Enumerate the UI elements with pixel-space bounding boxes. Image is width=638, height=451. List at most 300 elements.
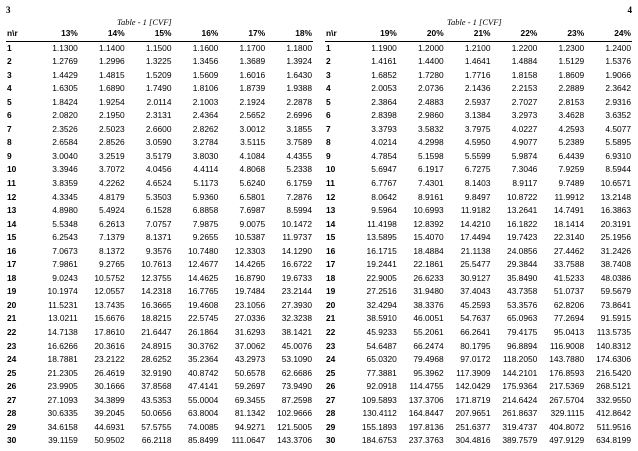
factor-cell: 10.7613 [141, 259, 172, 270]
factor-cell: 4.8179 [99, 191, 125, 202]
factor-cell: 85.8499 [188, 435, 219, 446]
factor-cell: 38.7408 [600, 259, 631, 270]
factor-cell: 7.9861 [52, 259, 78, 270]
factor-cell: 30.1666 [94, 381, 125, 392]
factor-cell: 3.5832 [418, 123, 444, 134]
factor-cell: 24.0856 [507, 245, 538, 256]
factor-cell: 16.3863 [600, 205, 631, 216]
factor-cell: 25.1956 [600, 232, 631, 243]
table-row [6, 136, 313, 150]
factor-cell: 7.0673 [52, 245, 78, 256]
factor-cell: 4.4114 [193, 164, 219, 175]
factor-cell: 207.9651 [455, 408, 491, 419]
factor-cell: 16.3665 [141, 299, 172, 310]
factor-cell: 2.1924 [239, 96, 266, 107]
factor-cell: 50.9502 [94, 435, 125, 446]
factor-cell: 73.9490 [281, 381, 312, 392]
factor-cell: 12.3303 [234, 245, 266, 256]
factor-cell: 40.8742 [188, 367, 219, 378]
table-row [325, 123, 632, 137]
table-row [325, 191, 632, 205]
factor-cell: 8.9117 [512, 178, 538, 189]
factor-cell: 92.0918 [366, 381, 397, 392]
table-row [6, 258, 313, 272]
factor-cell: 497.9129 [549, 435, 585, 446]
factor-cell: 37.8568 [141, 381, 172, 392]
period-cell: 20 [326, 299, 336, 310]
factor-cell: 1.2100 [464, 42, 491, 53]
factor-cell: 31.6293 [234, 327, 266, 338]
factor-cell: 18.4884 [413, 245, 444, 256]
period-cell: 25 [7, 367, 17, 378]
period-cell: 5 [7, 96, 12, 107]
factor-cell: 2.5937 [464, 96, 491, 107]
table-row [325, 231, 632, 245]
factor-cell: 4.2998 [418, 137, 444, 148]
factor-cell: 1.3924 [286, 56, 312, 67]
factor-cell: 113.5735 [596, 327, 631, 338]
table-row [325, 136, 632, 150]
factor-cell: 143.3706 [277, 435, 312, 446]
factor-cell: 6.1759 [286, 178, 312, 189]
factor-cell: 5.9360 [192, 191, 219, 202]
period-cell: 21 [326, 313, 336, 324]
factor-cell: 7.9259 [558, 164, 585, 175]
period-cell: 18 [326, 272, 336, 283]
period-cell: 24 [326, 354, 336, 365]
period-cell: 6 [7, 110, 12, 121]
table-row [6, 231, 313, 245]
factor-cell: 1.2400 [605, 42, 631, 53]
factor-cell: 1.1900 [371, 42, 397, 53]
factor-cell: 33.7588 [553, 259, 585, 270]
factor-cell: 1.2996 [99, 56, 125, 67]
factor-cell: 1.4400 [418, 56, 444, 67]
factor-cell: 1.8106 [192, 83, 219, 94]
table-row [6, 367, 313, 381]
factor-cell: 2.1003 [192, 96, 219, 107]
period-cell: 7 [326, 123, 331, 134]
period-cell: 3 [326, 69, 331, 80]
factor-cell: 27.4462 [553, 245, 585, 256]
factor-cell: 1.4641 [464, 56, 491, 67]
factor-cell: 2.9860 [418, 110, 444, 121]
factor-cell: 4.1084 [239, 150, 266, 161]
factor-cell: 1.1700 [239, 42, 266, 53]
factor-cell: 404.8072 [549, 421, 585, 432]
table-row [325, 394, 632, 408]
period-cell: 1 [7, 42, 12, 53]
factor-cell: 23.2122 [94, 354, 125, 365]
factor-cell: 511.9516 [596, 421, 631, 432]
factor-cell: 30.6335 [47, 408, 78, 419]
factor-cell: 38.3376 [413, 299, 444, 310]
factor-cell: 37.4043 [460, 286, 491, 297]
factor-cell: 2.3864 [371, 96, 397, 107]
factor-cell: 6.7275 [464, 164, 491, 175]
factor-cell: 2.2878 [286, 96, 312, 107]
factor-cell: 65.0963 [507, 313, 538, 324]
factor-cell: 13.5895 [366, 232, 397, 243]
factor-cell: 4.7854 [371, 150, 397, 161]
factor-cell: 1.8609 [558, 69, 585, 80]
factor-cell: 18.8215 [141, 313, 172, 324]
factor-cell: 144.2101 [502, 367, 538, 378]
factor-cell: 9.2765 [99, 259, 125, 270]
table-row [325, 285, 632, 299]
table-row [6, 41, 313, 55]
factor-cell: 175.9364 [502, 381, 538, 392]
table-row [325, 367, 632, 381]
factor-cell: 7.2876 [286, 191, 312, 202]
period-cell: 12 [7, 191, 17, 202]
factor-cell: 14.4625 [188, 272, 219, 283]
factor-cell: 7.4301 [418, 178, 444, 189]
factor-cell: 79.4175 [507, 327, 538, 338]
factor-cell: 31.2426 [600, 245, 631, 256]
factor-cell: 38.5910 [366, 313, 397, 324]
factor-cell: 332.9550 [596, 394, 631, 405]
table-row [6, 353, 313, 367]
factor-cell: 3.2519 [99, 150, 125, 161]
table-row [6, 150, 313, 164]
factor-cell: 14.2318 [141, 286, 172, 297]
factor-cell: 2.3642 [605, 83, 631, 94]
factor-cell: 142.0429 [455, 381, 491, 392]
factor-cell: 1.5209 [145, 69, 172, 80]
factor-cell: 80.1795 [460, 340, 491, 351]
corner-header: n\r [6, 27, 32, 41]
rate-header: 24% [585, 27, 632, 41]
factor-cell: 3.3793 [371, 123, 397, 134]
factor-cell: 1.1800 [286, 42, 312, 53]
table-row [325, 96, 632, 110]
factor-cell: 11.5231 [48, 299, 78, 310]
factor-cell: 34.3899 [94, 394, 125, 405]
factor-cell: 4.9077 [511, 137, 538, 148]
factor-cell: 5.5599 [464, 150, 491, 161]
factor-cell: 2.3526 [52, 123, 78, 134]
factor-cell: 16.7765 [188, 286, 219, 297]
factor-cell: 155.1893 [361, 421, 397, 432]
period-cell: 22 [7, 327, 17, 338]
right-table-body [325, 41, 632, 448]
table-row [6, 380, 313, 394]
factor-cell: 10.1472 [281, 218, 312, 229]
factor-cell: 164.8447 [408, 408, 444, 419]
factor-cell: 14.1290 [281, 245, 312, 256]
period-cell: 26 [326, 381, 336, 392]
rate-header: 21% [445, 27, 492, 41]
factor-cell: 91.5915 [600, 313, 631, 324]
factor-cell: 44.6931 [94, 421, 125, 432]
table-row [325, 82, 632, 96]
factor-cell: 17.4494 [460, 232, 491, 243]
factor-cell: 1.7280 [418, 69, 444, 80]
factor-cell: 130.4112 [362, 408, 397, 419]
factor-cell: 3.1384 [464, 110, 491, 121]
factor-cell: 27.2516 [366, 286, 397, 297]
factor-cell: 2.5652 [239, 110, 266, 121]
factor-cell: 19.7423 [507, 232, 538, 243]
period-cell: 19 [326, 286, 336, 297]
factor-cell: 51.0737 [553, 286, 585, 297]
factor-cell: 35.2364 [188, 354, 219, 365]
factor-cell: 174.6306 [596, 354, 631, 365]
period-cell: 15 [7, 232, 17, 243]
factor-cell: 9.0075 [239, 218, 266, 229]
factor-cell: 4.8980 [52, 205, 78, 216]
factor-cell: 9.5964 [371, 205, 397, 216]
table-row [6, 82, 313, 96]
factor-cell: 12.4677 [188, 259, 219, 270]
factor-cell: 19.2441 [366, 259, 397, 270]
factor-cell: 45.9233 [366, 327, 397, 338]
period-cell: 14 [326, 218, 336, 229]
table-row [6, 96, 313, 110]
factor-cell: 22.9005 [366, 272, 397, 283]
factor-cell: 2.9316 [605, 96, 631, 107]
factor-cell: 2.4364 [192, 110, 219, 121]
factor-cell: 5.1173 [193, 178, 219, 189]
table-row [325, 380, 632, 394]
factor-cell: 27.3930 [281, 299, 312, 310]
period-cell: 27 [326, 394, 336, 405]
factor-cell: 43.2973 [234, 354, 266, 365]
table-row [325, 204, 632, 218]
factor-cell: 116.9008 [549, 340, 585, 351]
factor-cell: 6.1528 [145, 205, 172, 216]
period-cell: 29 [7, 421, 17, 432]
table-row [325, 326, 632, 340]
factor-cell: 50.6578 [234, 367, 266, 378]
factor-cell: 3.7072 [99, 164, 125, 175]
factor-cell: 1.9388 [286, 83, 312, 94]
factor-cell: 4.6524 [145, 178, 172, 189]
table-row [325, 218, 632, 232]
factor-cell: 1.1300 [52, 42, 78, 53]
factor-cell: 20.3616 [94, 340, 125, 351]
factor-cell: 114.4755 [409, 381, 444, 392]
factor-cell: 1.5609 [192, 69, 219, 80]
table-row [6, 272, 313, 286]
factor-cell: 15.6676 [94, 313, 125, 324]
period-cell: 15 [326, 232, 336, 243]
factor-cell: 5.1598 [418, 150, 444, 161]
factor-cell: 4.0227 [511, 123, 538, 134]
factor-cell: 2.4883 [418, 96, 444, 107]
factor-cell: 66.2474 [413, 340, 444, 351]
factor-cell: 1.1600 [192, 42, 219, 53]
factor-cell: 26.4619 [94, 367, 125, 378]
factor-cell: 137.3706 [408, 394, 444, 405]
period-cell: 14 [7, 218, 17, 229]
factor-cell: 9.0243 [52, 272, 78, 283]
rate-header: 19% [351, 27, 398, 41]
table-row [325, 163, 632, 177]
factor-cell: 20.3191 [600, 218, 631, 229]
period-cell: 8 [7, 137, 12, 148]
table-row [6, 204, 313, 218]
factor-cell: 8.5944 [605, 164, 631, 175]
factor-cell: 3.5179 [145, 150, 172, 161]
factor-cell: 14.4265 [234, 259, 266, 270]
factor-cell: 5.5348 [52, 218, 78, 229]
factor-cell: 32.9190 [141, 367, 172, 378]
factor-cell: 5.4924 [99, 205, 125, 216]
factor-cell: 5.2389 [558, 137, 585, 148]
factor-cell: 79.4968 [413, 354, 444, 365]
period-cell: 8 [326, 137, 331, 148]
table-row [6, 407, 313, 421]
factor-cell: 32.4294 [366, 299, 397, 310]
factor-cell: 7.3046 [511, 164, 538, 175]
factor-cell: 74.0085 [188, 421, 219, 432]
table-row [325, 272, 632, 286]
factor-cell: 18.7881 [47, 354, 78, 365]
page-number-left: 3 [6, 5, 11, 15]
factor-cell: 14.4210 [460, 218, 491, 229]
factor-cell: 1.2300 [558, 42, 585, 53]
table-row [6, 69, 313, 83]
factor-cell: 3.8030 [192, 150, 219, 161]
factor-cell: 6.1917 [418, 164, 444, 175]
table-row [325, 177, 632, 191]
factor-cell: 4.0214 [371, 137, 397, 148]
factor-cell: 22.1861 [413, 259, 444, 270]
factor-cell: 43.5353 [141, 394, 172, 405]
factor-cell: 2.0736 [418, 83, 444, 94]
factor-cell: 261.8637 [502, 408, 538, 419]
factor-cell: 65.0320 [366, 354, 397, 365]
factor-cell: 23.1056 [234, 299, 266, 310]
factor-cell: 5.9874 [511, 150, 538, 161]
factor-cell: 62.6686 [281, 367, 312, 378]
factor-cell: 176.8593 [549, 367, 585, 378]
left-table-panel [6, 27, 313, 448]
factor-cell: 96.8894 [507, 340, 538, 351]
left-table-title: Table - 1 [CVF] [117, 17, 172, 27]
period-cell: 19 [7, 286, 17, 297]
period-cell: 22 [326, 327, 336, 338]
rate-header: 16% [172, 27, 219, 41]
factor-cell: 66.2641 [460, 327, 491, 338]
factor-cell: 1.4815 [99, 69, 125, 80]
factor-cell: 4.2262 [99, 178, 125, 189]
factor-cell: 1.4884 [511, 56, 538, 67]
factor-cell: 3.2973 [511, 110, 538, 121]
rate-header: 22% [491, 27, 538, 41]
table-row [325, 312, 632, 326]
factor-cell: 2.7027 [511, 96, 538, 107]
factor-cell: 118.2050 [503, 354, 538, 365]
factor-cell: 3.7589 [286, 137, 312, 148]
period-cell: 29 [326, 421, 336, 432]
factor-cell: 6.5801 [239, 191, 266, 202]
table-row [325, 109, 632, 123]
factor-cell: 45.0076 [281, 340, 312, 351]
factor-cell: 3.4628 [558, 110, 585, 121]
factor-cell: 117.3909 [456, 367, 491, 378]
factor-cell: 2.0114 [146, 96, 172, 107]
factor-cell: 73.8641 [600, 299, 631, 310]
factor-cell: 87.2598 [281, 394, 312, 405]
rate-header: 14% [79, 27, 126, 41]
factor-cell: 39.1159 [48, 435, 78, 446]
page-number-right: 4 [627, 5, 632, 15]
table-row [325, 353, 632, 367]
factor-cell: 1.6890 [99, 83, 125, 94]
factor-cell: 19.6733 [281, 272, 312, 283]
factor-cell: 1.9254 [99, 96, 125, 107]
factor-cell: 69.3455 [234, 394, 266, 405]
factor-cell: 6.2543 [52, 232, 78, 243]
factor-cell: 389.7579 [502, 435, 538, 446]
table-row [6, 421, 313, 435]
factor-cell: 35.8490 [507, 272, 538, 283]
factor-cell: 54.6487 [366, 340, 397, 351]
factor-cell: 10.7480 [188, 245, 219, 256]
factor-cell: 2.2889 [558, 83, 585, 94]
period-cell: 10 [7, 164, 17, 175]
factor-cell: 10.1974 [47, 286, 78, 297]
period-cell: 28 [7, 408, 17, 419]
factor-cell: 3.3946 [52, 164, 78, 175]
factor-cell: 23.2144 [281, 286, 312, 297]
factor-cell: 1.8739 [239, 83, 266, 94]
factor-cell: 9.8497 [464, 191, 491, 202]
factor-cell: 43.7358 [507, 286, 538, 297]
factor-cell: 216.5420 [596, 367, 631, 378]
factor-cell: 8.1371 [145, 232, 172, 243]
period-cell: 12 [326, 191, 336, 202]
factor-cell: 32.3238 [281, 313, 312, 324]
factor-cell: 10.5387 [234, 232, 266, 243]
period-cell: 25 [326, 367, 336, 378]
factor-cell: 13.7435 [94, 299, 125, 310]
factor-cell: 1.6430 [286, 69, 312, 80]
factor-cell: 11.4198 [367, 218, 397, 229]
period-cell: 30 [7, 435, 17, 446]
factor-cell: 12.8392 [413, 218, 444, 229]
factor-cell: 1.6852 [371, 69, 397, 80]
table-row [325, 434, 632, 448]
factor-cell: 63.8004 [188, 408, 219, 419]
left-table-body [6, 41, 313, 448]
factor-cell: 13.2641 [507, 205, 538, 216]
rate-header: 18% [266, 27, 313, 41]
factor-cell: 171.8719 [455, 394, 491, 405]
rate-header: 13% [32, 27, 79, 41]
factor-cell: 26.6233 [413, 272, 444, 283]
factor-cell: 8.0642 [371, 191, 397, 202]
factor-cell: 39.2045 [94, 408, 125, 419]
factor-cell: 1.1400 [99, 42, 125, 53]
factor-cell: 9.2655 [192, 232, 219, 243]
factor-cell: 3.1855 [286, 123, 312, 134]
factor-cell: 45.2593 [460, 299, 491, 310]
factor-cell: 1.5376 [605, 56, 631, 67]
table-row [325, 69, 632, 83]
factor-cell: 2.8153 [558, 96, 585, 107]
factor-cell: 25.5477 [460, 259, 491, 270]
factor-cell: 4.4355 [286, 150, 312, 161]
period-cell: 30 [326, 435, 336, 446]
factor-cell: 1.6305 [52, 83, 78, 94]
factor-cell: 19.7484 [234, 286, 266, 297]
factor-cell: 48.0386 [600, 272, 631, 283]
period-cell: 27 [7, 394, 17, 405]
